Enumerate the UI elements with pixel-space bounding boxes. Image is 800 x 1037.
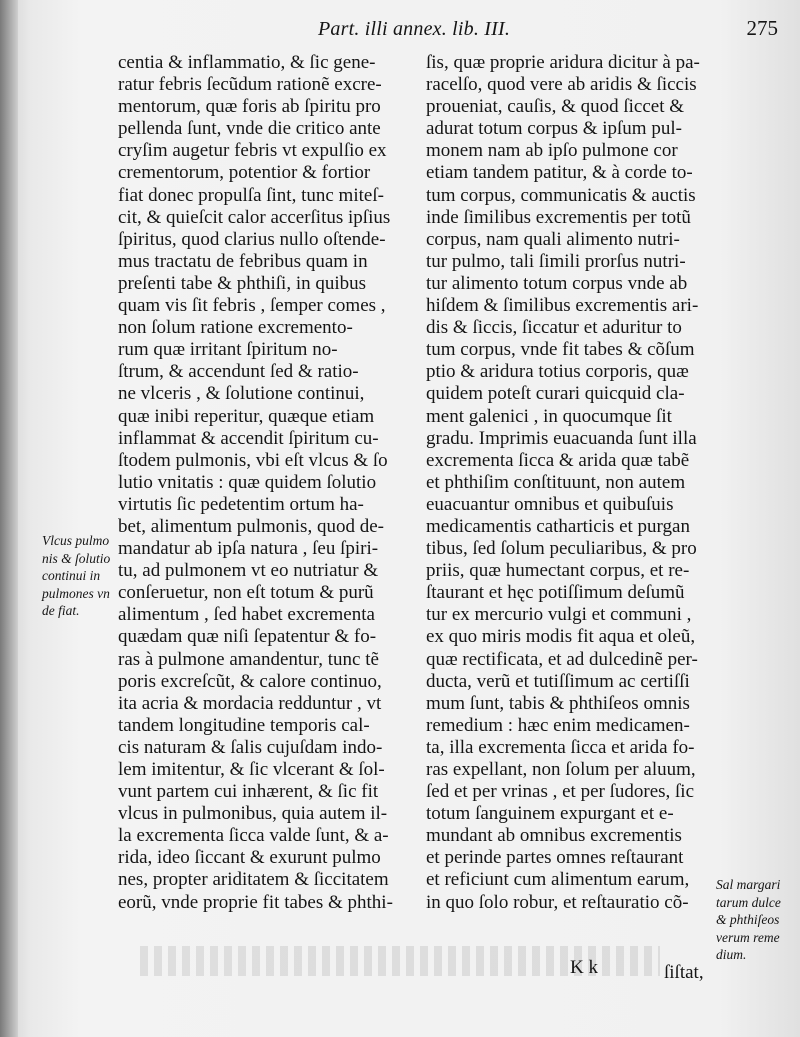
text-line: ſtodem pulmonis, vbi eſt vlcus & ſo [118,449,388,471]
margin-note-line: dium. [716,947,747,962]
text-line: et perinde partes omnes reſtaurant [426,847,684,869]
text-line: ment galenici , in quocumque ſit [426,405,672,427]
text-line: lutio vnitatis : quæ quidem ſolutio [118,471,377,493]
text-line: ſis, quæ proprie aridura dicitur à pa- [426,52,700,73]
text-line: ptio & aridura totius corporis, quæ [426,361,689,383]
text-line: inflammat & accendit ſpiritum cu- [118,427,379,449]
margin-note-line: tarum dulce [716,894,781,910]
text-line: ras à pulmone amandentur, tunc tẽ [118,648,379,670]
signature-mark: K k [570,957,598,978]
text-line: ex quo miris modis fit aqua et oleũ, [426,626,696,648]
text-line: bet, alimentum pulmonis, quod de- [118,515,384,537]
text-line: adurat totum corpus & ipſum pul- [426,118,682,140]
text-line: tur ex mercurio vulgi et communi , [426,604,692,626]
left-margin-note [42,532,110,620]
page-gutter-shadow [0,0,18,1037]
text-line: lem imitentur, & ſic vlcerant & ſol- [118,759,385,780]
text-line: quædam quæ niſi ſepatentur & fo- [118,626,377,648]
right-margin-note [716,876,781,964]
text-line: poris excreſcũt, & calore continuo, [118,670,382,692]
text-line: ſtaurant et hęc potiſſimum deſumũ [426,582,685,604]
right-text-column [426,52,726,914]
text-line: conſeruetur, non eſt totum & purũ [118,582,374,604]
text-line: ſtrum, & accendunt ſed & ratio- [118,361,359,383]
text-line: et phthiſim conſtituunt, non autem [426,471,686,493]
running-head: Part. illi annex. lib. III. [318,18,511,40]
text-line: pellenda ſunt, vnde die critico ante [118,118,381,140]
text-line: crementorum, potentior & fortior [118,162,371,184]
text-line: in quo ſolo robur, et reſtauratio cõ- [426,891,689,913]
text-line: mentorum, quæ foris ab ſpiritu pro [118,96,381,118]
text-line: etiam tandem patitur, & à corde to- [426,162,693,184]
text-line: dis & ſiccis, ſiccatur et aduritur to [426,317,682,339]
text-line: tum corpus, vnde fit tabes & cõſum [426,339,695,361]
margin-note-line: de fiat. [42,603,80,618]
text-line: mundant ab omnibus excrementis [426,825,682,847]
text-line: non ſolum ratione excremento- [118,317,353,339]
text-line: preſenti tabe & phthiſi, in quibus [118,272,367,294]
text-line: monem nam ab ipſo pulmone cor [426,140,678,162]
text-line: centia & inflammatio, & ſic gene- [118,52,376,73]
text-line: priis, quæ humectant corpus, et re- [426,560,690,582]
margin-note-line: verum reme [716,929,780,945]
text-line: rum quæ irritant ſpiritum no- [118,339,338,361]
text-line: vlcus in pulmonibus, quia autem il- [118,803,388,825]
text-line: la excrementa ſicca valde ſunt, & a- [118,825,389,847]
text-line: ſpiritus, quod clarius nullo oſtende- [118,228,386,250]
text-line: tu, ad pulmonem vt eo nutriatur & [118,560,379,582]
text-line: fiat donec propulſa ſint, tunc miteſ- [118,184,384,206]
text-line: nes, propter ariditatem & ſiccitatem [118,869,389,891]
text-line: remedium : hæc enim medicamen- [426,714,690,736]
text-line: tur pulmo, tali ſimili prorſus nutri- [426,250,686,272]
text-line: quidem poteſt curari quicquid cla- [426,383,685,405]
text-line: totum ſanguinem expurgant et e- [426,803,674,825]
text-line: ne vlceris , & ſolutione continui, [118,383,365,405]
text-line: medicamentis catharticis et purgan [426,515,690,537]
text-line: hiſdem & ſimilibus excrementis ari- [426,295,699,317]
text-line: virtutis ſic pedetentim ortum ha- [118,493,364,515]
margin-note-line: & phthiſeos [716,912,780,927]
text-line: tibus, ſed ſolum peculiaribus, & pro [426,538,697,560]
text-line: eorũ, vnde proprie fit tabes & phthi- [118,891,393,913]
text-line: excrementa ſicca & arida quæ tabẽ [426,449,690,471]
text-line: cryſim augetur febris vt expulſio ex [118,140,387,162]
text-line: alimentum , ſed habet excrementa [118,604,375,626]
text-line: ratur febris ſecũdum rationẽ excre- [118,74,382,96]
text-line: racelſo, quod vere ab aridis & ſiccis [426,74,697,96]
text-line: tum corpus, communicatis & auctis [426,184,696,206]
page-number: 275 [746,16,778,40]
text-line: ſed et per vrinas , et per ſudores, ſic [426,781,695,803]
text-line: vunt partem cui inhærent, & ſic fit [118,781,379,803]
text-line: mandatur ab ipſa natura , ſeu ſpiri- [118,538,379,560]
text-line: mus tractatu de febribus quam in [118,250,368,272]
text-line: tur alimento totum corpus vnde ab [426,272,688,294]
text-line: ta, illa excrementa ſicca et arida fo- [426,736,695,758]
text-line: corpus, nam quali alimento nutri- [426,228,680,250]
text-line: et reficiunt cum alimentum earum, [426,869,690,891]
text-line: mum ſunt, tabis & phthiſeos omnis [426,692,690,714]
text-line: ras expellant, non ſolum per aluum, [426,759,696,780]
text-line: gradu. Imprimis euacuanda ſunt illa [426,427,697,449]
left-text-column [118,52,418,914]
text-line: euacuantur omnibus et quibuſuis [426,493,674,515]
text-line: quam vis ſit febris , ſemper comes , [118,295,386,317]
margin-note-line: Sal margari [716,877,781,892]
text-line: tandem longitudine temporis cal- [118,714,370,736]
margin-note-line: Vlcus pulmo [42,533,110,548]
margin-note-line: pulmones vn [42,585,110,601]
text-line: ducta, verũ et tutiſſimum ac certiſſi [426,670,690,692]
margin-note-line: nis & ſolutio [42,550,111,566]
text-line: quæ rectificata, et ad dulcedinẽ per- [426,648,698,670]
catchword: ſiſtat, [664,962,704,983]
text-line: cis naturam & ſalis cujuſdam indo- [118,736,383,758]
text-line: quæ inibi reperitur, quæque etiam [118,405,375,427]
text-line: cit, & quieſcit calor accerſitus ipſius [118,206,391,228]
text-line: proueniat, cauſis, & quod ſiccet & [426,96,685,118]
margin-note-line: continui in [42,568,101,583]
text-line: rida, ideo ſiccant & exurunt pulmo [118,847,381,869]
text-line: inde ſimilibus excrementis per totũ [426,206,691,228]
text-line: ita acria & mordacia redduntur , vt [118,692,382,714]
